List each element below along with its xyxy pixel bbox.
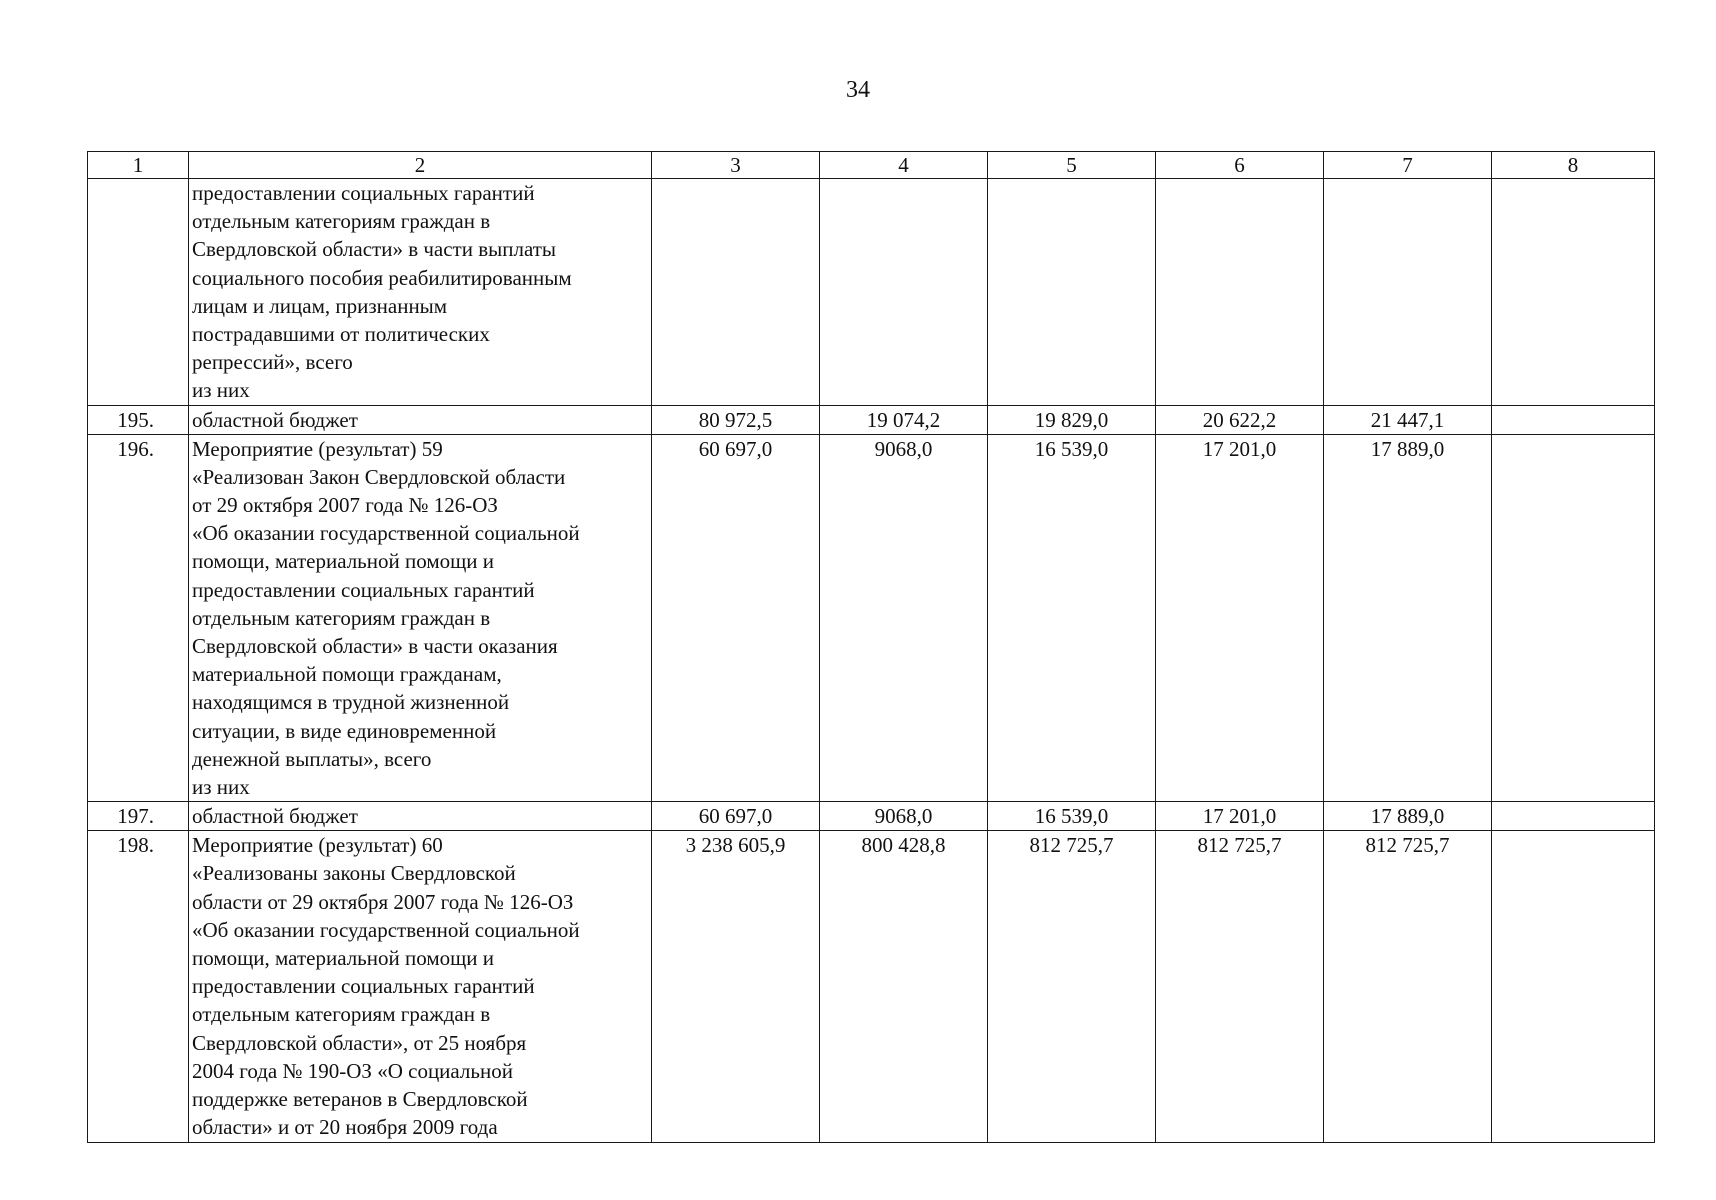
amount-col-6: 17 201,0: [1156, 802, 1324, 831]
amount-col-8: [1492, 831, 1655, 1142]
amount-col-3: 60 697,0: [652, 802, 820, 831]
amount-col-5: 16 539,0: [988, 434, 1156, 802]
amount-col-8: [1492, 802, 1655, 831]
table-row: [88, 179, 1655, 406]
amount-col-4: [820, 179, 988, 406]
row-number: [88, 179, 189, 406]
row-description: Мероприятие (результат) 60 «Реализованы законы Свердловской области от 29 октября 2007 года № 126-ОЗ «Об оказании государственной социальной помощи, материальной помощи и предоставлении социальных гарантий отдельным категориям граждан в Свердловской области», от 25 ноября 2004 года № 190-ОЗ «О социальной поддержке ветеранов в Свердловской области» и от 20 ноября 2009 года: [189, 831, 652, 1142]
amount-col-6: [1156, 179, 1324, 406]
row-description: Мероприятие (результат) 59 «Реализован Закон Свердловской области от 29 октября 2007 года № 126-ОЗ «Об оказании государственной социальной помощи, материальной помощи и предоставлении социальных гарантий отдельным категориям граждан в Свердловской области» в части оказания материальной помощи гражданам, находящимся в трудной жизненной ситуации, в виде единовременной денежной выплаты», всего из них: [189, 434, 652, 802]
header-cell: 5: [988, 152, 1156, 179]
amount-col-3: [652, 179, 820, 406]
table-row: [88, 405, 1655, 434]
row-description: областной бюджет: [189, 802, 652, 831]
header-cell: 8: [1492, 152, 1655, 179]
row-number: 195.: [88, 405, 189, 434]
amount-col-6: 20 622,2: [1156, 405, 1324, 434]
row-number: 197.: [88, 802, 189, 831]
amount-col-3: 80 972,5: [652, 405, 820, 434]
table-row: [88, 831, 1655, 1142]
amount-col-7: 812 725,7: [1324, 831, 1492, 1142]
amount-col-8: [1492, 405, 1655, 434]
amount-col-5: 812 725,7: [988, 831, 1156, 1142]
amount-col-3: 60 697,0: [652, 434, 820, 802]
header-cell: 2: [189, 152, 652, 179]
header-cell: 6: [1156, 152, 1324, 179]
amount-col-5: 19 829,0: [988, 405, 1156, 434]
header-cell: 3: [652, 152, 820, 179]
page-number: 34: [846, 77, 870, 103]
amount-col-7: 21 447,1: [1324, 405, 1492, 434]
amount-col-7: 17 889,0: [1324, 802, 1492, 831]
table-row: [88, 802, 1655, 831]
amount-col-8: [1492, 434, 1655, 802]
amount-col-5: 16 539,0: [988, 802, 1156, 831]
amount-col-4: 19 074,2: [820, 405, 988, 434]
amount-col-4: 9068,0: [820, 434, 988, 802]
amount-col-4: 800 428,8: [820, 831, 988, 1142]
header-cell: 7: [1324, 152, 1492, 179]
amount-col-8: [1492, 179, 1655, 406]
amount-col-6: 812 725,7: [1156, 831, 1324, 1142]
row-number: 198.: [88, 831, 189, 1142]
header-cell: 1: [88, 152, 189, 179]
table-header-row: [88, 152, 1655, 179]
budget-table: [87, 151, 1655, 1143]
table-row: [88, 434, 1655, 802]
amount-col-3: 3 238 605,9: [652, 831, 820, 1142]
amount-col-7: [1324, 179, 1492, 406]
row-number: 196.: [88, 434, 189, 802]
amount-col-7: 17 889,0: [1324, 434, 1492, 802]
row-description: предоставлении социальных гарантий отдельным категориям граждан в Свердловской области» в части выплаты социального пособия реабилитированным лицам и лицам, признанным пострадавшими от политических репрессий», всего из них: [189, 179, 652, 406]
amount-col-5: [988, 179, 1156, 406]
row-description: областной бюджет: [189, 405, 652, 434]
header-cell: 4: [820, 152, 988, 179]
amount-col-6: 17 201,0: [1156, 434, 1324, 802]
amount-col-4: 9068,0: [820, 802, 988, 831]
